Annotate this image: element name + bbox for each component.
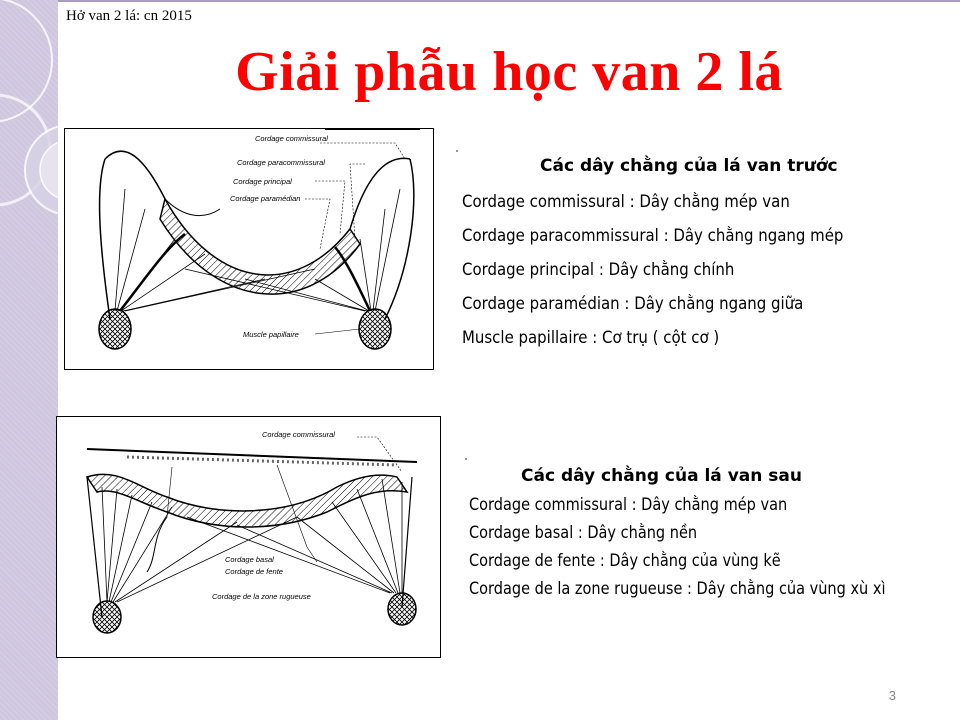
anterior-heading: Các dây chằng của lá van trước [540, 156, 838, 176]
sidebar-arcs [0, 0, 58, 720]
slide-header: Hở van 2 lá: cn 2015 [66, 8, 192, 24]
label-principal: Cordage principal [233, 177, 292, 186]
label-muscle: Muscle papillaire [243, 330, 299, 339]
label-commissural: Cordage commissural [255, 134, 328, 143]
posterior-item: Cordage commissural : Dây chằng mép van [469, 495, 788, 514]
anterior-item: Cordage paramédian : Dây chằng ngang giữa [462, 294, 804, 314]
speck [465, 458, 467, 460]
anterior-item: Cordage commissural : Dây chằng mép van [462, 192, 790, 212]
slide-title: Giải phẫu học van 2 lá [235, 41, 783, 103]
label-basal: Cordage basal [225, 555, 274, 564]
anterior-item: Cordage paracommissural : Dây chằng ngang mép [462, 226, 844, 246]
anterior-item: Cordage principal : Dây chằng chính [462, 260, 735, 280]
posterior-item: Cordage basal : Dây chằng nền [469, 523, 698, 542]
anterior-leaflet-legend [462, 156, 895, 355]
anterior-leaflet-figure [64, 128, 434, 370]
posterior-leaflet-legend [469, 466, 942, 603]
posterior-leaflet-figure [56, 416, 441, 658]
posterior-heading: Các dây chằng của lá van sau [521, 466, 802, 486]
label-commissural-posterior: Cordage commissural [262, 430, 335, 439]
anterior-item: Muscle papillaire : Cơ trụ ( cột cơ ) [462, 328, 720, 348]
speck [456, 150, 458, 152]
posterior-leaflet-drawing [57, 417, 440, 657]
anterior-leaflet-drawing [65, 129, 433, 369]
label-fente: Cordage de fente [225, 567, 283, 576]
label-paracommissural: Cordage paracommissural [237, 158, 325, 167]
label-paramedian: Cordage paramédian [230, 194, 301, 203]
label-zone-rugueuse: Cordage de la zone rugueuse [212, 592, 311, 601]
posterior-item: Cordage de la zone rugueuse : Dây chằng của vùng xù xì [469, 579, 886, 598]
decorative-sidebar [0, 0, 58, 720]
posterior-item: Cordage de fente : Dây chằng của vùng kẽ [469, 551, 781, 570]
page-number: 3 [888, 688, 896, 703]
top-rule [58, 0, 960, 2]
